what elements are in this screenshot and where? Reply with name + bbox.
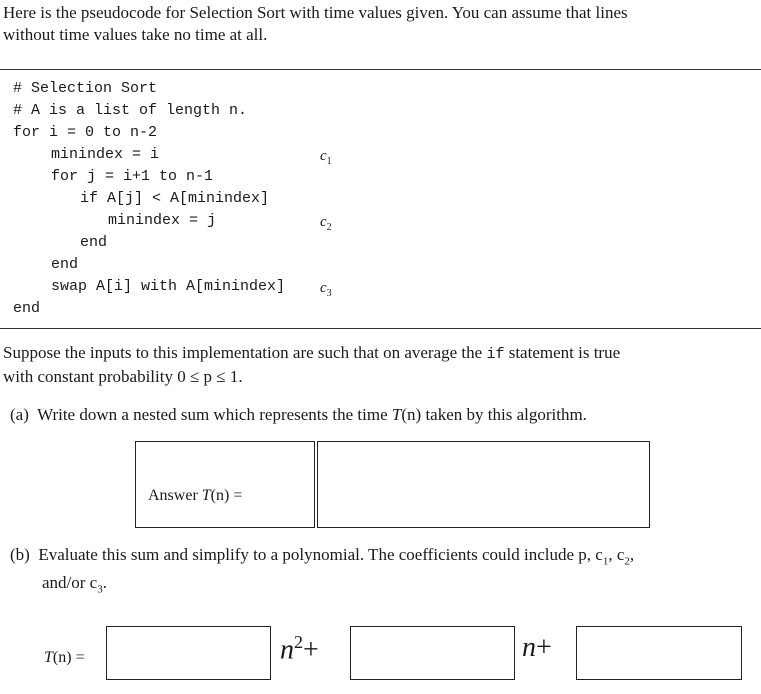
code-line-1: # Selection Sort — [13, 80, 158, 97]
n-squared-base: n — [280, 634, 294, 666]
answer-a-label-text: Answer — [148, 487, 202, 504]
part-b-line-2-post: . — [102, 573, 107, 593]
part-b-prompt — [10, 544, 755, 601]
part-b-line-2-pre: and/or c — [42, 573, 98, 593]
answer-a-label-cell — [135, 441, 315, 528]
n-squared-term — [280, 632, 319, 666]
coefficient-n2-input[interactable] — [106, 626, 271, 680]
part-a-n-arg: (n) — [401, 405, 422, 424]
intro-text — [3, 2, 758, 46]
constant-term-input[interactable] — [576, 626, 742, 680]
time-value-c3-sub: 3 — [326, 288, 332, 299]
code-line-7: minindex = j — [108, 212, 217, 229]
time-value-c3-letter: c — [320, 280, 327, 296]
code-line-3: for i = 0 to n-2 — [13, 124, 158, 141]
part-b-sub-3: 3 — [97, 583, 103, 596]
plus-sign-1: + — [303, 634, 319, 666]
code-line-2: # A is a list of length n. — [13, 102, 248, 119]
intro-line-1: Here is the pseudocode for Selection Sort with time values given. You can assume that lines — [3, 3, 628, 22]
answer-a-label — [148, 485, 242, 507]
plus-sign-2: + — [536, 632, 552, 663]
code-line-8: end — [80, 234, 108, 251]
probability-part-2: statement is true — [504, 343, 621, 362]
answer-b-T: T — [44, 649, 53, 666]
if-keyword: if — [486, 346, 505, 363]
part-a-label: (a) — [10, 405, 29, 424]
bottom-divider — [0, 328, 761, 329]
code-line-4: minindex = i — [51, 146, 160, 163]
part-b-line-1-c: , — [629, 545, 635, 564]
n-term — [522, 632, 552, 664]
intro-line-2: without time values take no time at all. — [3, 25, 268, 44]
part-b-line-1-b: , c — [608, 545, 625, 564]
part-a-text-post: taken by this algorithm. — [421, 405, 587, 424]
part-b-label: (b) — [10, 545, 30, 564]
probability-line-1 — [3, 342, 758, 366]
coefficient-n-input[interactable] — [350, 626, 515, 680]
part-b-line-1 — [10, 544, 755, 572]
code-line-5: for j = i+1 to n-1 — [51, 168, 214, 185]
part-b-sub-1: 1 — [602, 555, 609, 568]
probability-text — [3, 342, 758, 388]
time-value-c1 — [320, 148, 332, 167]
top-divider — [0, 69, 761, 70]
time-value-c1-letter: c — [320, 148, 327, 164]
time-value-c2-letter: c — [320, 214, 327, 230]
answer-a-suffix: (n) = — [210, 487, 243, 504]
part-b-line-1-text: Evaluate this sum and simplify to a polynomial. The coefficients could include p, c — [38, 545, 603, 564]
part-a-prompt — [10, 404, 755, 426]
probability-part-1: Suppose the inputs to this implementation are such that on average the — [3, 343, 487, 362]
code-line-6: if A[j] < A[minindex] — [80, 190, 270, 207]
answer-a-input[interactable] — [317, 441, 650, 528]
time-value-c1-sub: 1 — [326, 156, 332, 167]
part-a-text-pre: Write down a nested sum which represents the time — [37, 405, 392, 424]
time-value-c3 — [320, 280, 332, 299]
answer-b-suffix: (n) = — [52, 649, 85, 666]
time-value-c2-sub: 2 — [326, 222, 332, 233]
answer-b-label — [44, 647, 85, 669]
probability-line-2: with constant probability 0 ≤ p ≤ 1. — [3, 367, 243, 386]
code-line-10: swap A[i] with A[minindex] — [51, 278, 286, 295]
part-a-T: T — [391, 405, 402, 424]
answer-a-T: T — [201, 487, 211, 504]
part-b-sub-2: 2 — [624, 555, 630, 568]
part-b-line-2 — [10, 572, 755, 600]
code-line-9: end — [51, 256, 79, 273]
n-squared-exponent: 2 — [294, 632, 303, 652]
n-base: n — [522, 632, 536, 663]
time-value-c2 — [320, 214, 332, 233]
code-line-11: end — [13, 300, 41, 317]
